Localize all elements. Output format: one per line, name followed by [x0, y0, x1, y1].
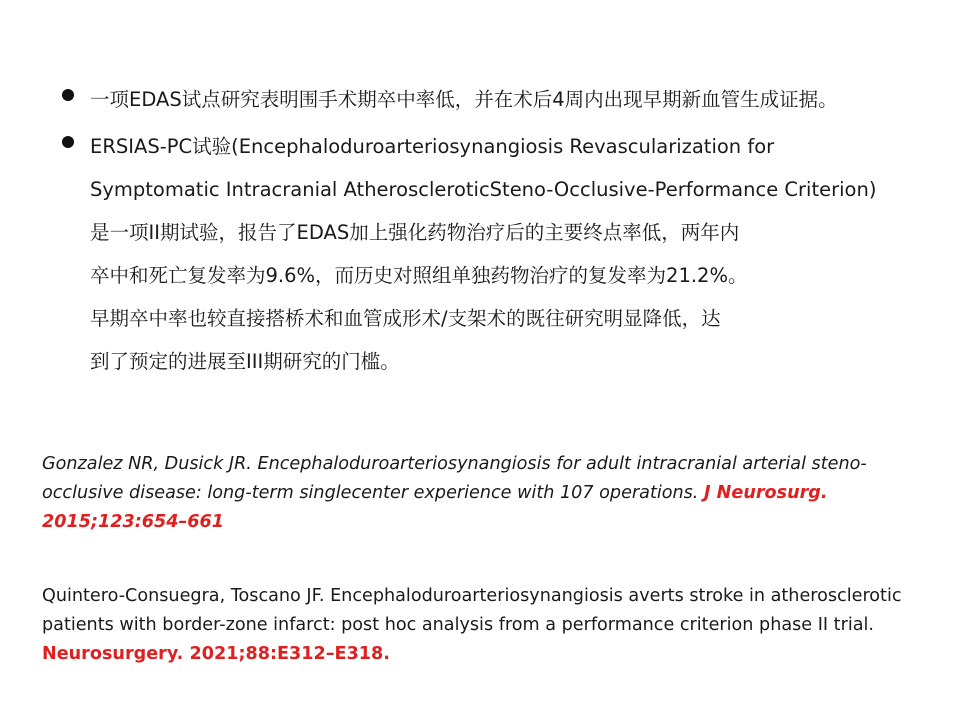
bullet-line: 到了预定的进展至III期研究的门槛。: [90, 350, 400, 373]
bullet-item-edas-pilot: [62, 78, 892, 121]
reference-text: Gonzalez NR, Dusick JR. Encephaloduroarteriosynangiosis for adult intracranial arterial steno-occlusive disease: long-term singlecenter experience with 107 operations.: [42, 454, 867, 503]
reference-gonzalez: [42, 450, 932, 537]
bullet-text: [90, 125, 892, 383]
bullet-line: ERSIAS-PC试验(Encephaloduroarteriosynangiosis Revascularization for: [90, 135, 775, 158]
reference-journal: Neurosurgery. 2021;88:E312–E318.: [42, 644, 390, 664]
bullet-dot-icon: [62, 136, 74, 148]
bullet-text: 一项EDAS试点研究表明围手术期卒中率低，并在术后4周内出现早期新血管生成证据。: [90, 88, 838, 111]
reference-text: Quintero-Consuegra, Toscano JF. Encephaloduroarteriosynangiosis averts stroke in atherosclerotic patients with border-zone infarct: post hoc analysis from a performance criterion phase II trial.: [42, 586, 902, 635]
bullet-line: Symptomatic Intracranial AtheroscleroticSteno-Occlusive-Performance Criterion): [90, 178, 877, 201]
reference-quintero: [42, 582, 932, 669]
reference-journal: J Neurosurg. 2015;123:654–661: [42, 483, 828, 532]
bullet-list: [62, 78, 892, 383]
bullet-line: 卒中和死亡复发率为9.6%，而历史对照组单独药物治疗的复发率为21.2%。: [90, 264, 748, 287]
bullet-line: 是一项II期试验，报告了EDAS加上强化药物治疗后的主要终点率低，两年内: [90, 221, 740, 244]
bullet-line: 早期卒中率也较直接搭桥术和血管成形术/支架术的既往研究明显降低，达: [90, 307, 721, 330]
bullet-dot-icon: [62, 89, 74, 101]
bullet-item-ersias-pc: [62, 125, 892, 383]
references: [42, 450, 932, 669]
